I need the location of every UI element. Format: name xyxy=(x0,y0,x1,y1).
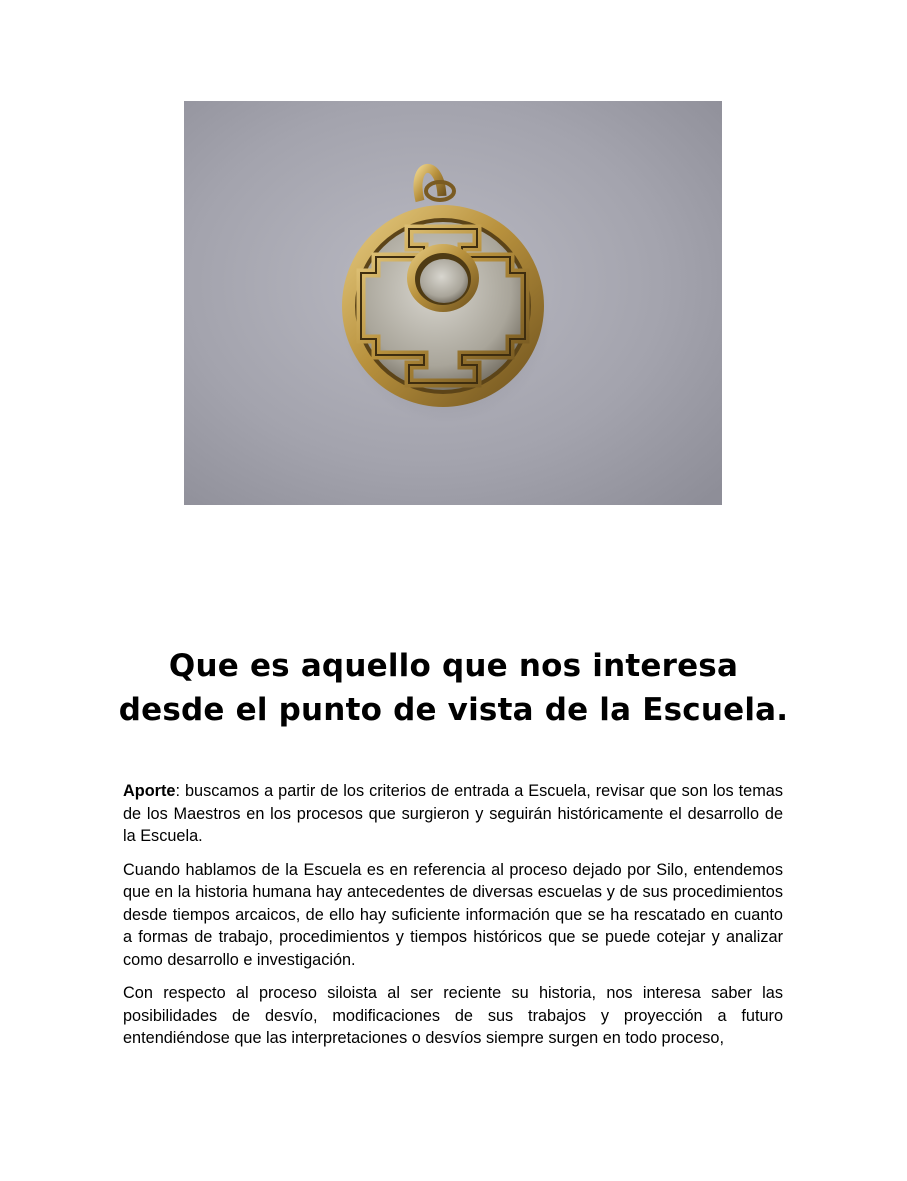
paragraph-3: Con respecto al proceso siloista al ser reciente su historia, nos interesa saber las posibilidades de desvío, modificaciones de sus trabajos y proyección a futuro entendiéndose que las interpretaciones o desvíos siempre surgen en todo proceso, xyxy=(123,984,783,1047)
title-line-2: desde el punto de vista de la Escuela. xyxy=(118,692,789,728)
paragraph-1 xyxy=(123,780,783,848)
title-line-1: Que es aquello que nos interesa xyxy=(168,648,739,684)
paragraph-lead: Aporte xyxy=(123,782,176,800)
body-text xyxy=(123,780,783,1061)
page-title xyxy=(100,644,807,732)
paragraph-1-text: : buscamos a partir de los criterios de entrada a Escuela, revisar que son los temas de los Maestros en los procesos que surgieron y seguirán históricamente el desarrollo de la Escuela. xyxy=(123,782,783,845)
paragraph-2: Cuando hablamos de la Escuela es en referencia al proceso dejado por Silo, entendemos que en la historia humana hay antecedentes de diversas escuelas y de sus procedimientos desde tiempos arcaicos, de ello hay suficiente información que se ha rescatado en cuanto a formas de trabajo, procedimientos y tiempos históricos que se puede cotejar y analizar como desarrollo e investigación. xyxy=(123,860,783,969)
medallion-photo xyxy=(184,101,722,505)
